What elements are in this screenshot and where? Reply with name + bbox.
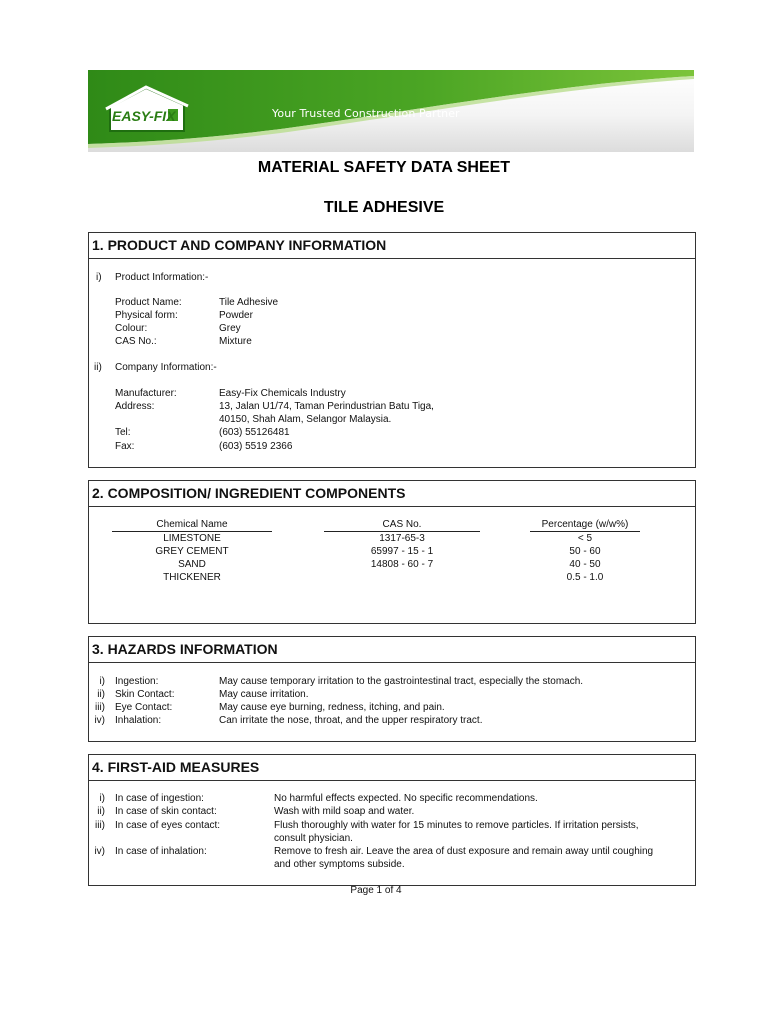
first-aid-text-eyes-line1: Flush thoroughly with water for 15 minutes to remove particles. If irritation persists, [274, 820, 639, 831]
section-heading: 1. PRODUCT AND COMPANY INFORMATION [89, 233, 695, 259]
table-row-4-chemical: THICKENER [163, 572, 221, 583]
list-marker: ii) [97, 689, 105, 700]
document-subtitle: TILE ADHESIVE [323, 199, 445, 216]
table-row-2-chemical: GREY CEMENT [155, 546, 229, 557]
hazard-text-skin: May cause irritation. [219, 689, 309, 700]
hazard-text-inhalation: Can irritate the nose, throat, and the upper respiratory tract. [219, 715, 483, 726]
first-aid-text-ingestion: No harmful effects expected. No specific recommendations. [274, 793, 538, 804]
list-marker: iii) [95, 820, 105, 831]
table-row-2-percentage: 50 - 60 [569, 546, 601, 557]
label-tel: Tel: [115, 427, 131, 438]
column-header-cas-no: CAS No. [382, 519, 422, 530]
value-fax: (603) 5519 2366 [219, 441, 293, 452]
label-address: Address: [115, 401, 155, 412]
list-marker: iv) [94, 715, 105, 726]
value-product-name: Tile Adhesive [219, 297, 279, 308]
hazard-label-inhalation: Inhalation: [115, 715, 162, 726]
table-row-4-percentage: 0.5 - 1.0 [566, 572, 604, 583]
hazard-text-eye: May cause eye burning, redness, itching, and pain. [219, 702, 445, 713]
value-manufacturer: Easy-Fix Chemicals Industry [219, 388, 346, 399]
page-number: Page 1 of 4 [350, 885, 402, 896]
first-aid-label-ingestion: In case of ingestion: [115, 793, 204, 804]
subheading-company-info: Company Information:- [115, 362, 217, 373]
list-marker: i) [96, 272, 102, 283]
list-marker: i) [99, 676, 105, 687]
value-cas-no: Mixture [219, 336, 252, 347]
column-header-chemical-name: Chemical Name [156, 519, 228, 530]
list-marker: ii) [97, 806, 105, 817]
value-address-line1: 13, Jalan U1/74, Taman Perindustrian Batu Tiga, [219, 401, 434, 412]
table-row-3-cas: 14808 - 60 - 7 [370, 559, 434, 570]
logo-text: EASY-FIX [112, 108, 176, 124]
section-heading: 2. COMPOSITION/ INGREDIENT COMPONENTS [89, 481, 695, 507]
first-aid-label-inhalation: In case of inhalation: [115, 846, 207, 857]
first-aid-label-eyes: In case of eyes contact: [115, 820, 221, 831]
hazard-label-eye: Eye Contact: [115, 702, 173, 713]
section-heading: 4. FIRST-AID MEASURES [89, 755, 695, 781]
value-address-line2: 40150, Shah Alam, Selangor Malaysia. [219, 414, 392, 425]
table-row-1-cas: 1317-65-3 [379, 533, 425, 544]
column-header-percentage: Percentage (w/w%) [541, 519, 629, 530]
hazard-label-ingestion: Ingestion: [115, 676, 159, 687]
first-aid-text-inhalation-line1: Remove to fresh air. Leave the area of dust exposure and remain away until coughing [274, 846, 654, 857]
value-colour: Grey [219, 323, 241, 334]
label-fax: Fax: [115, 441, 135, 452]
subheading-product-info: Product Information:- [115, 272, 209, 283]
list-marker: iii) [95, 702, 105, 713]
section-product-company [88, 232, 696, 468]
tagline: Your Trusted Construction Partner [272, 107, 460, 120]
table-row-2-cas: 65997 - 15 - 1 [370, 546, 434, 557]
list-marker: iv) [94, 846, 105, 857]
list-marker: i) [99, 793, 105, 804]
table-row-1-chemical: LIMESTONE [163, 533, 221, 544]
easy-fix-logo [102, 85, 192, 135]
value-physical-form: Powder [219, 310, 253, 321]
section-heading: 3. HAZARDS INFORMATION [89, 637, 695, 663]
label-physical-form: Physical form: [115, 310, 178, 321]
table-row-1-percentage: < 5 [577, 533, 593, 544]
header-banner [88, 70, 694, 152]
label-cas-no: CAS No.: [115, 336, 157, 347]
label-product-name: Product Name: [115, 297, 182, 308]
label-colour: Colour: [115, 323, 148, 334]
table-row-3-chemical: SAND [178, 559, 206, 570]
label-manufacturer: Manufacturer: [115, 388, 177, 399]
first-aid-label-skin: In case of skin contact: [115, 806, 217, 817]
document-title: MATERIAL SAFETY DATA SHEET [257, 159, 511, 176]
first-aid-text-eyes-line2: consult physician. [274, 833, 353, 844]
table-row-3-percentage: 40 - 50 [569, 559, 601, 570]
list-marker: ii) [94, 362, 102, 373]
first-aid-text-inhalation-line2: and other symptoms subside. [274, 859, 405, 870]
first-aid-text-skin: Wash with mild soap and water. [274, 806, 415, 817]
hazard-label-skin: Skin Contact: [115, 689, 175, 700]
hazard-text-ingestion: May cause temporary irritation to the gastrointestinal tract, especially the stomach. [219, 676, 584, 687]
value-tel: (603) 55126481 [219, 427, 290, 438]
